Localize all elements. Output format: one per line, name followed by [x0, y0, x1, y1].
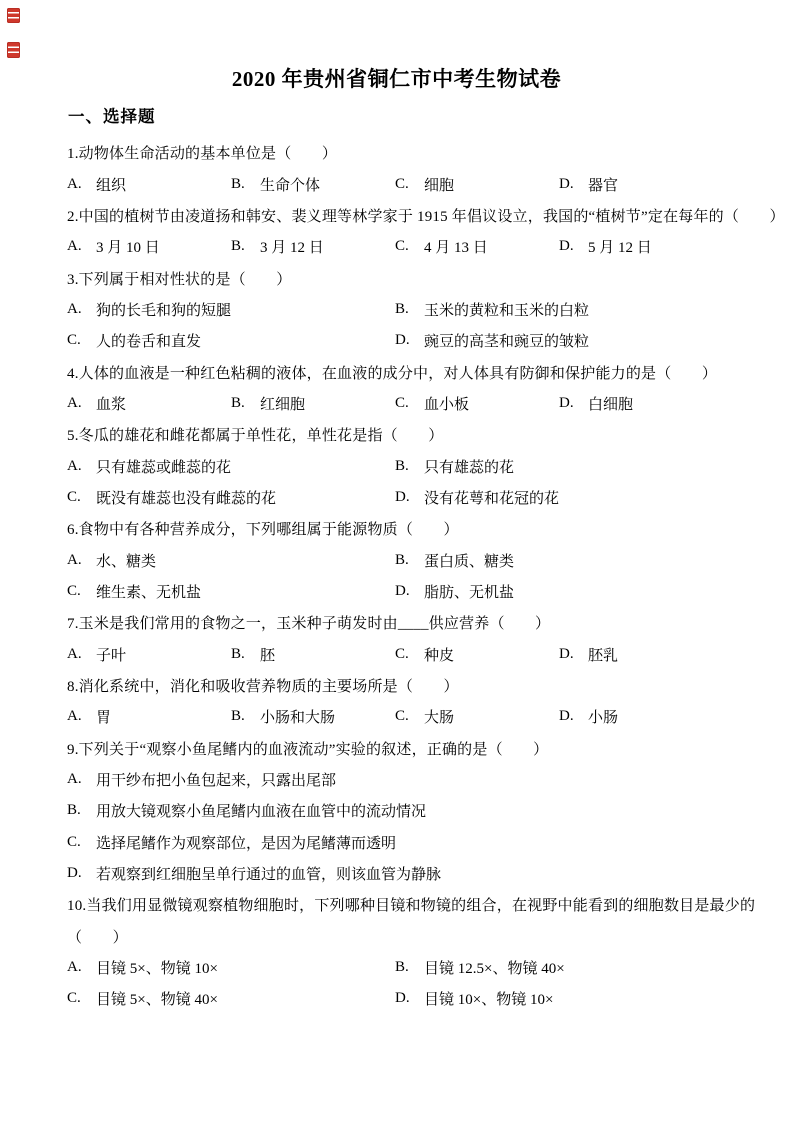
option-text: 既没有雄蕊也没有雌蕊的花	[96, 490, 277, 507]
question-6-option-D	[395, 576, 733, 607]
option-letter: C.	[395, 175, 409, 192]
question-4-option-D	[559, 388, 733, 419]
question-3-option-B	[395, 294, 733, 325]
option-letter: B.	[395, 457, 409, 474]
question-3-option-C	[67, 325, 395, 356]
option-text: 小肠和大肠	[260, 710, 336, 727]
question-9-options-row	[67, 827, 733, 858]
option-letter: B.	[231, 238, 245, 255]
option-text: 胃	[96, 710, 112, 727]
question-7-option-A	[67, 639, 231, 670]
question-1-stem: 1.动物体生命活动的基本单位是（ ）	[67, 146, 338, 163]
option-letter: D.	[559, 238, 574, 255]
question-3-options-row	[67, 325, 733, 356]
question-2-stem: 2.中国的植树节由凌道扬和韩安、裴义理等林学家于 1915 年倡议设立，我国的“植树节”定在每年的（ ）	[67, 208, 785, 225]
question-8-option-D	[559, 701, 733, 732]
question-10-stem: 10.当我们用显微镜观察植物细胞时，下列哪种目镜和物镜的组合，在视野中能看到的细胞数目是最少的	[67, 898, 756, 915]
option-text: 血浆	[96, 396, 127, 413]
question-1-option-C	[395, 168, 559, 199]
question-7-options-row	[67, 639, 733, 670]
option-text: 狗的长毛和狗的短腿	[96, 302, 232, 319]
option-letter: D.	[559, 708, 574, 725]
question-3-option-A	[67, 294, 395, 325]
option-letter: B.	[67, 802, 81, 819]
question-8-options-row	[67, 701, 733, 732]
question-8-option-B	[231, 701, 395, 732]
question-10-option-A	[67, 952, 395, 983]
question-1-options-row	[67, 168, 733, 199]
question-2-option-A	[67, 231, 231, 262]
question-5-options-row	[67, 450, 733, 481]
option-letter: A.	[67, 551, 82, 568]
option-text: 小肠	[588, 710, 619, 727]
question-6-options-row	[67, 544, 733, 575]
option-text: 目镜 5×、物镜 40×	[96, 992, 218, 1009]
question-2-option-D	[559, 231, 733, 262]
option-letter: A.	[67, 238, 82, 255]
question-9-options-row	[67, 858, 733, 889]
question-8-option-C	[395, 701, 559, 732]
option-text: 组织	[96, 177, 127, 194]
question-5-option-A	[67, 450, 395, 481]
question-7-option-B	[231, 639, 395, 670]
option-letter: C.	[67, 833, 81, 850]
option-text: 选择尾鳍作为观察部位，是因为尾鳍薄而透明	[96, 835, 397, 852]
question-10-options-row	[67, 983, 733, 1014]
question-9-options-row	[67, 795, 733, 826]
question-9-stem: 9.下列关于“观察小鱼尾鳍内的血液流动”实验的叙述，正确的是（ ）	[67, 741, 549, 758]
question-7-stem: 7.玉米是我们常用的食物之一，玉米种子萌发时由____供应营养（ ）	[67, 616, 551, 633]
question-10-option-C	[67, 983, 395, 1014]
option-text: 细胞	[424, 177, 455, 194]
option-letter: B.	[231, 175, 245, 192]
option-letter: A.	[67, 300, 82, 317]
option-letter: A.	[67, 708, 82, 725]
option-text: 玉米的黄粒和玉米的白粒	[424, 302, 590, 319]
question-9-option-A	[67, 769, 336, 790]
question-4-option-B	[231, 388, 395, 419]
option-text: 目镜 10×、物镜 10×	[424, 992, 554, 1009]
option-text: 用干纱布把小鱼包起来，只露出尾部	[96, 773, 337, 790]
question-8-stem: 8.消化系统中，消化和吸收营养物质的主要场所是（ ）	[67, 679, 459, 696]
option-text: 器官	[588, 177, 619, 194]
option-text: 胚	[260, 647, 276, 664]
option-text: 用放大镜观察小鱼尾鳍内血液在血管中的流动情况	[96, 804, 427, 821]
option-text: 大肠	[424, 710, 455, 727]
red-book-icon	[7, 42, 20, 58]
question-10-stem-cont: （ ）	[67, 929, 128, 946]
question-5-option-C	[67, 482, 395, 513]
question-9-option-B	[67, 800, 426, 821]
option-letter: A.	[67, 394, 82, 411]
option-text: 5 月 12 日	[588, 240, 652, 257]
question-6-stem: 6.食物中有各种营养成分，下列哪组属于能源物质（ ）	[67, 522, 459, 539]
question-4-option-C	[395, 388, 559, 419]
question-3-stem: 3.下列属于相对性状的是（ ）	[67, 271, 292, 288]
option-letter: B.	[231, 708, 245, 725]
option-letter: D.	[395, 488, 410, 505]
question-3-options-row	[67, 294, 733, 325]
question-1-option-A	[67, 168, 231, 199]
question-10-option-D	[395, 983, 733, 1014]
option-letter: B.	[395, 551, 409, 568]
option-text: 生命个体	[260, 177, 321, 194]
section-heading: 一、选择题	[68, 107, 156, 126]
question-10-options-row	[67, 952, 733, 983]
option-text: 只有雄蕊或雌蕊的花	[96, 459, 232, 476]
question-5-options-row	[67, 482, 733, 513]
option-letter: A.	[67, 771, 82, 788]
option-letter: D.	[67, 865, 82, 882]
question-6-options-row	[67, 576, 733, 607]
question-1-option-D	[559, 168, 733, 199]
option-letter: A.	[67, 457, 82, 474]
option-text: 白细胞	[588, 396, 634, 413]
option-letter: B.	[231, 645, 245, 662]
option-text: 豌豆的高茎和豌豆的皱粒	[424, 334, 590, 351]
option-letter: B.	[231, 394, 245, 411]
option-text: 目镜 5×、物镜 10×	[96, 961, 218, 978]
option-text: 4 月 13 日	[424, 240, 488, 257]
question-5-option-D	[395, 482, 733, 513]
question-5-option-B	[395, 450, 733, 481]
option-letter: B.	[395, 959, 409, 976]
option-text: 血小板	[424, 396, 470, 413]
option-letter: C.	[395, 708, 409, 725]
question-4-options-row	[67, 388, 733, 419]
option-letter: A.	[67, 175, 82, 192]
option-letter: D.	[395, 582, 410, 599]
question-5-stem: 5.冬瓜的雄花和雌花都属于单性花，单性花是指（ ）	[67, 428, 444, 445]
option-text: 只有雄蕊的花	[424, 459, 515, 476]
question-4-stem: 4.人体的血液是一种红色粘稠的液体，在血液的成分中，对人体具有防御和保护能力的是（ ）	[67, 365, 718, 382]
option-letter: D.	[559, 645, 574, 662]
question-9-option-D	[67, 863, 441, 884]
question-2-options-row	[67, 231, 733, 262]
option-text: 蛋白质、糖类	[424, 553, 515, 570]
question-2-option-C	[395, 231, 559, 262]
option-text: 若观察到红细胞呈单行通过的血管，则该血管为静脉	[96, 867, 442, 884]
red-book-icon	[7, 8, 20, 23]
question-2-option-B	[231, 231, 395, 262]
question-6-option-A	[67, 544, 395, 575]
option-text: 水、糖类	[96, 553, 157, 570]
option-text: 维生素、无机盐	[96, 584, 202, 601]
option-text: 胚乳	[588, 647, 619, 664]
question-7-option-D	[559, 639, 733, 670]
option-text: 红细胞	[260, 396, 306, 413]
question-4-option-A	[67, 388, 231, 419]
option-letter: A.	[67, 645, 82, 662]
question-7-option-C	[395, 639, 559, 670]
question-1-option-B	[231, 168, 395, 199]
page-title: 2020 年贵州省铜仁市中考生物试卷	[231, 67, 562, 91]
option-text: 子叶	[96, 647, 127, 664]
question-9-option-C	[67, 832, 396, 853]
option-letter: B.	[395, 300, 409, 317]
option-letter: D.	[559, 394, 574, 411]
questions	[67, 137, 785, 1015]
question-3-option-D	[395, 325, 733, 356]
option-text: 人的卷舌和直发	[96, 334, 202, 351]
option-text: 脂肪、无机盐	[424, 584, 515, 601]
option-letter: C.	[395, 238, 409, 255]
option-text: 3 月 10 日	[96, 240, 160, 257]
option-text: 种皮	[424, 647, 455, 664]
option-letter: D.	[559, 175, 574, 192]
option-letter: C.	[67, 582, 81, 599]
option-letter: C.	[67, 990, 81, 1007]
option-letter: C.	[67, 488, 81, 505]
option-text: 没有花萼和花冠的花	[424, 490, 560, 507]
option-text: 目镜 12.5×、物镜 40×	[424, 961, 565, 978]
question-6-option-B	[395, 544, 733, 575]
option-letter: D.	[395, 332, 410, 349]
question-8-option-A	[67, 701, 231, 732]
option-text: 3 月 12 日	[260, 240, 324, 257]
option-letter: C.	[395, 394, 409, 411]
question-9-options-row	[67, 764, 733, 795]
option-letter: A.	[67, 959, 82, 976]
option-letter: D.	[395, 990, 410, 1007]
option-letter: C.	[67, 332, 81, 349]
option-letter: C.	[395, 645, 409, 662]
question-10-option-B	[395, 952, 733, 983]
question-6-option-C	[67, 576, 395, 607]
